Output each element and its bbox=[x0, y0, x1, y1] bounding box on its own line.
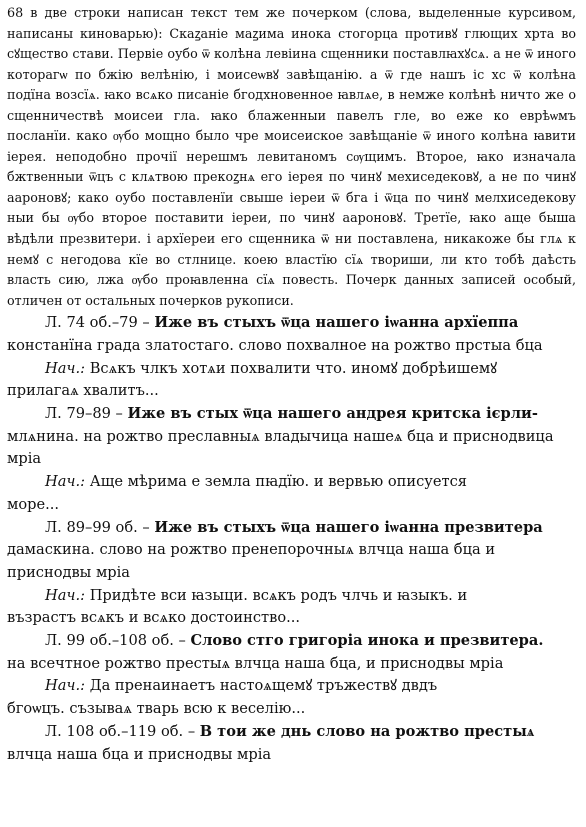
incipit-text: Всѧкъ члкъ хотѧи похвалити что. иномꙋ добрѣишемꙋ bbox=[89, 359, 498, 377]
entry-title: Иже въ стыхъ ѿца нашего іѡанна презвитера bbox=[154, 518, 543, 536]
entry-title-continuation: влчца наша бца и приснодвы мріа bbox=[7, 745, 272, 763]
entry-heading bbox=[7, 517, 576, 540]
dash: – bbox=[178, 632, 186, 650]
folio-range: Л. 74 об.–79 bbox=[45, 314, 138, 332]
entry-heading bbox=[7, 630, 576, 653]
dash: – bbox=[187, 722, 196, 740]
dash: – bbox=[142, 518, 150, 536]
incipit-line bbox=[7, 585, 576, 608]
incipit-label: Нач.: bbox=[45, 473, 86, 491]
entry-title: Иже въ стыхъ ѿца нашего іѡанна архїеппа bbox=[154, 314, 519, 332]
entry-title-continuation: на всечтное рожтво престыѧ влчца наша бца, и приснодвы мріа bbox=[7, 654, 504, 672]
incipit-continuation: бгоѡцъ. съзываѧ тварь всю к веселію... bbox=[7, 700, 306, 718]
folio-range: Л. 99 об.–108 об. bbox=[45, 632, 174, 650]
incipit-continuation: прилагаѧ хвалитъ... bbox=[7, 382, 159, 400]
incipit-continuation: възрастъ всѧкъ и всѧко достоинство... bbox=[7, 609, 301, 627]
entry-title: Иже въ стых ѿца нашего андрея критска ієрли- bbox=[127, 405, 538, 423]
incipit-line bbox=[7, 358, 576, 381]
folio-range: Л. 89–99 об. bbox=[45, 518, 138, 536]
folio-range: Л. 79–89 bbox=[45, 405, 111, 423]
entry-title: В тои же днь слово на рожтво престыѧ bbox=[199, 722, 535, 740]
entry-heading bbox=[7, 403, 576, 426]
incipit-label: Нач.: bbox=[45, 586, 86, 604]
entry-title-continuation: констанїна града златостаго. слово похвалное на рожтво прстыа бца bbox=[7, 336, 543, 354]
entry-heading bbox=[7, 312, 576, 335]
entry-title-continuation: приснодвы мріа bbox=[7, 563, 130, 581]
incipit-text: Придѣте вси ꙗзыци. всѧкъ родъ члчь и ꙗзыкъ. и bbox=[89, 586, 468, 604]
entry-title-continuation: дамаскина. слово на рожтво пренепорочныѧ влчца наша бца и bbox=[7, 541, 496, 559]
entry-title-continuation: млѧнина. на рожтво преславныѧ владычица нашеѧ бца и приснодвица bbox=[7, 427, 554, 445]
folio-range: Л. 108 об.–119 об. bbox=[45, 722, 184, 740]
incipit-text: Да пренаинаетъ настоѧщемꙋ тръжествꙋ двдъ bbox=[89, 677, 438, 695]
incipit-label: Нач.: bbox=[45, 677, 86, 695]
dash: – bbox=[115, 405, 123, 423]
incipit-line bbox=[7, 675, 576, 698]
entry-title: Слово стго григоріа инока и презвитера. bbox=[190, 632, 544, 650]
incipit-line bbox=[7, 471, 576, 494]
entry-title-continuation: мріа bbox=[7, 450, 42, 468]
entry-heading bbox=[7, 721, 576, 744]
incipit-continuation: море... bbox=[7, 495, 60, 513]
dash: – bbox=[142, 314, 150, 332]
intro-paragraph: 68 в две строки написан текст тем же почерком (слова, выделенные курсивом, написаны киноварью): Скаꙁаніе маꙁима инока стогорца противꙋ глющих хрта во сꙋщество стави. Первіе оубо ѿ колѣна левіина сщенники поставлꙗхꙋсѧ. а не ѿ иного которагѡ по бжію велѣнію, і моисеѡвꙋ завѣщанію. а ѿ где нашъ іс хс ѿ колѣна подїна возсїѧ. ꙗко всѧко писаніе бгодхновенное ꙗвлѧе, в немже колѣнѣ ничто же о сщенничествѣ моисеи гла. ꙗко блаженныи павелъ гле, во еже ко еврѣѡмъ посланїи. како ѹбо мощно было чре моисеиское завѣщаніе ѿ иного колѣна ꙗвити іерея. неподобно прочії нерешмъ левитаномъ сѹщимъ. Второе, ꙗко изначала бжтвенныи ѿцъ с клѧтвою прекоꙁнѧ его іерея по чинꙋ мехиседековꙋ, а не по чинꙋ аароновꙋ; како оубо поставленїи свыше іереи ѿ бга і ѿца по чинꙋ мелхиседекову ныи бы ѹбо второе поставити іереи, по чинꙋ аароновꙋ. Третїе, ꙗко аще быша вѣдѣли презвитери. і архїереи его сщенника ѿ ни поставлена, никакоже бы глѧ к немꙋ с негодова кїе во стлнице. коею властїю сїѧ твориши, ли кто тобѣ даѣсть власть сию, лжа ѹбо проꙗвленна сїѧ повесть. Почерк данных записей особый, отличен от остальных почерков рукописи. bbox=[7, 5, 576, 308]
incipit-label: Нач.: bbox=[45, 359, 86, 377]
manuscript-entries bbox=[7, 312, 576, 766]
incipit-text: Аще мѣрима е земла пꙗдїю. и вервью описуется bbox=[89, 473, 467, 491]
